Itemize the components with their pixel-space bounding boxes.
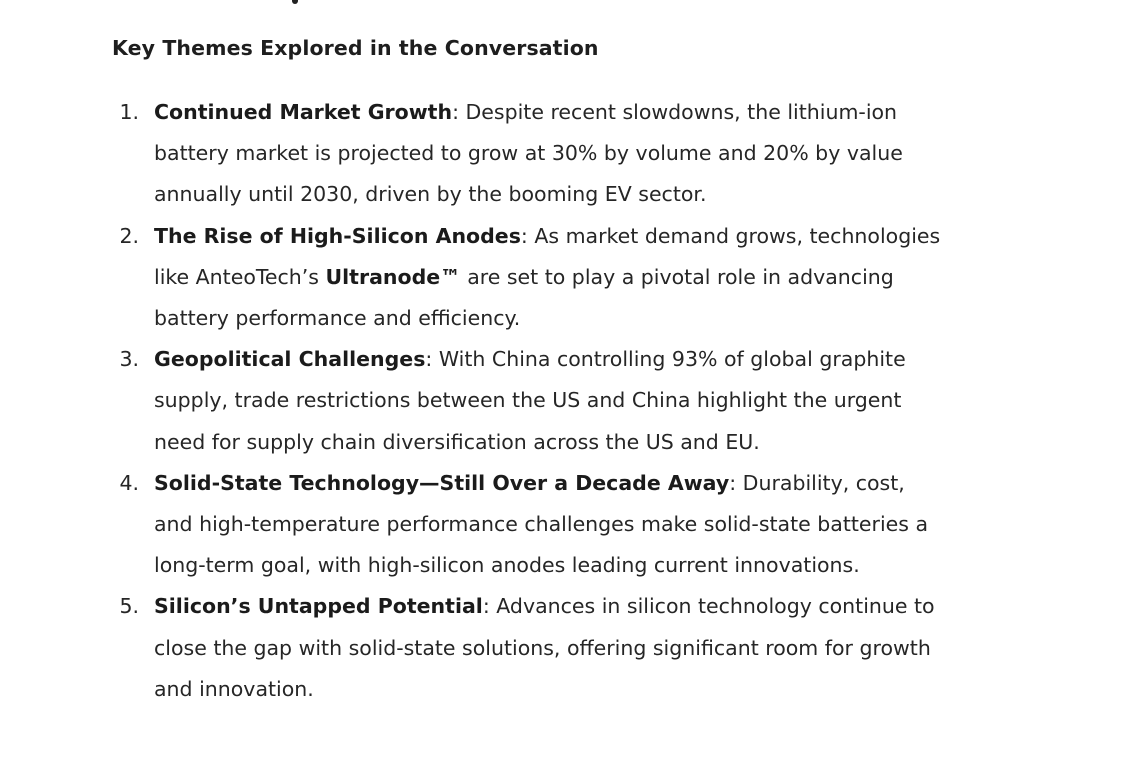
list-item bbox=[112, 339, 942, 463]
list-item-text: : With China controlling 93% of global graphite supply, trade restrictions between the US and China highlight the urgent need for supply chain diversification across the US and EU. bbox=[154, 347, 906, 454]
list-item bbox=[112, 586, 942, 710]
list-item-number: 1. bbox=[119, 100, 139, 124]
list-item bbox=[112, 216, 942, 340]
product-name: Ultranode™ bbox=[325, 264, 461, 289]
themes-list bbox=[112, 92, 942, 710]
list-item-heading: The Rise of High-Silicon Anodes bbox=[154, 223, 521, 248]
list-item bbox=[112, 92, 942, 216]
list-item-heading: Silicon’s Untapped Potential bbox=[154, 594, 483, 619]
list-item-heading: Geopolitical Challenges bbox=[154, 347, 426, 372]
list-item-text: : Durability, cost, and high-temperature performance challenges make solid-state batteries a long-term goal, with high-silicon anodes leading current innovations. bbox=[154, 470, 929, 578]
list-item-number: 4. bbox=[119, 470, 139, 495]
list-item-text-continued: are set to play a pivotal role in advancing battery performance and efficiency. bbox=[154, 264, 894, 331]
list-item-text: : As market demand grows, technologies like AnteoTech’s bbox=[154, 223, 941, 289]
section-title: Key Themes Explored in the Conversation bbox=[112, 36, 599, 60]
previous-text-descender bbox=[264, 0, 304, 4]
list-item-text: : Despite recent slowdowns, the lithium-ion battery market is projected to grow at 30% by volume and 20% by value annually until 2030, driven by the booming EV sector. bbox=[154, 100, 903, 207]
list-item-number: 2. bbox=[119, 223, 139, 248]
list-item-heading: Solid-State Technology—Still Over a Decade Away bbox=[154, 470, 730, 495]
list-item-text: : Advances in silicon technology continue to close the gap with solid-state solutions, offering significant room for growth and innovation. bbox=[154, 594, 935, 701]
list-item bbox=[112, 463, 942, 587]
list-item-number: 3. bbox=[119, 347, 139, 372]
list-item-number: 5. bbox=[119, 594, 139, 619]
list-item-heading: Continued Market Growth bbox=[154, 100, 453, 124]
